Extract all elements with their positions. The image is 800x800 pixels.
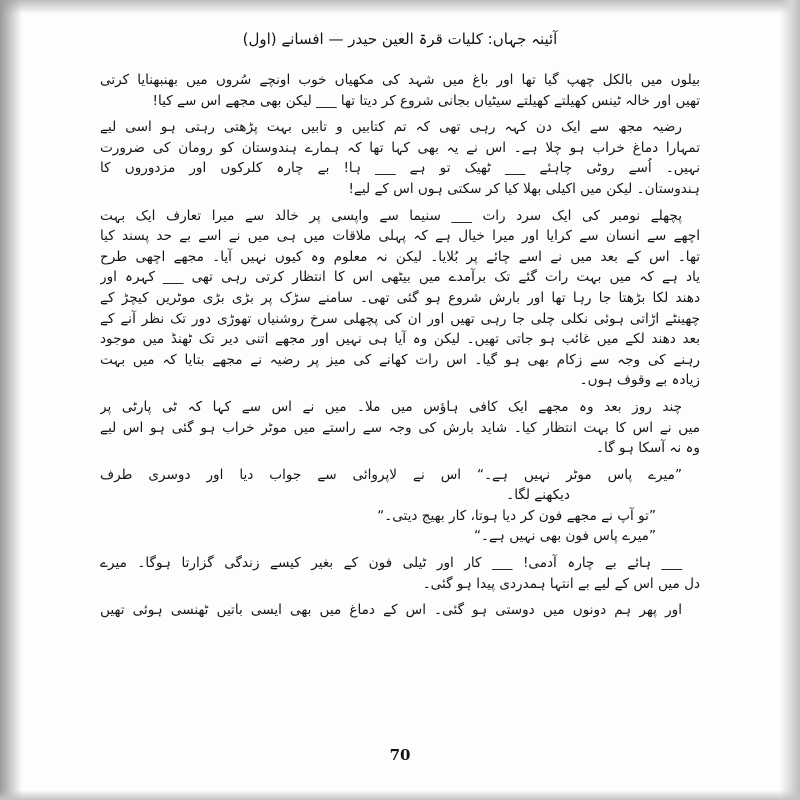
dialogue-line: ”میرے پاس فون بھی نہیں ہے۔“ (473, 528, 656, 545)
text-line: رضیہ مجھ سے ایک دن کہہ رہی تھی کہ تم کتابیں و تابیں بہت پڑھتی رہتی ہو اسی لیے (100, 119, 682, 136)
running-head: آئینہ جہاں: کلیات قرۃ العین حیدر — افسانے (اول) (242, 30, 558, 48)
text-line: پچھلے نومبر کی ایک سرد رات ___ سنیما سے واپسی پر خالد سے میرا تعارف ایک بہت (100, 207, 682, 224)
text-line: تھا۔ اس کے بعد میں نے اسے چائے پر بُلایا۔ لیکن نہ معلوم وہ کیوں نہیں آیا۔ مجھے اچھی طرح (100, 248, 700, 265)
text-line: زیادہ بے وقوف ہوں۔ (579, 372, 700, 389)
text-line: یاد ہے کہ میں بہت رات گئے تک برآمدے میں بیٹھی اس کا انتظار کرتی رہی تھی ___ کہرہ اور (100, 269, 700, 286)
text-line: وہ نہ آسکا ہو گا۔ (596, 440, 700, 457)
body-text (100, 70, 700, 621)
text-line: رہنے کی وجہ سے زکام بھی ہو گیا۔ اس رات کھانے کی میز پر رضیہ نے مجھے بتایا کہ میں بہت (100, 351, 700, 368)
text-line: اچھے سے انسان سے کرایا اور میرا خیال ہے کہ پہلی ملاقات میں ہی میں نے اسے بے حد پسند کیا (100, 228, 700, 245)
page-number: 70 (389, 746, 411, 764)
text-line: بیلوں میں بالکل چھپ گیا تھا اور باغ میں شہد کی مکھیاں خوب اونچے سُروں میں بھنبھنایا کرتی (100, 72, 700, 88)
text-line: نہیں۔ اُسے روٹی چاہئے ___ ٹھیک تو ہے ___ ہا! بے چارہ کلرکوں اور مزدوروں کا (100, 160, 700, 177)
page-edge (780, 0, 800, 800)
text-line: ___ ہائے بے چارہ آدمی! ___ کار اور ٹیلی فون کے بغیر کیسے زندگی گزارتا ہوگا۔ میرے (100, 555, 682, 572)
text-line: چند روز بعد وہ مجھے ایک کافی ہاؤس میں ملا۔ میں نے اس سے کہا کہ ٹی پارٹی پر (100, 398, 682, 415)
text-line: دھند لکا بڑھتا جا رہا تھا اور بارش شروع ہو گئی تھی۔ سامنے سڑک پر بڑی بڑی موٹریں کیچڑ کے (100, 289, 700, 306)
dialogue-line: ”تو آپ نے مجھے فون کر دیا ہوتا، کار بھیج دیتی۔“ (377, 507, 656, 524)
text-line: چھینٹے اڑاتی ہوئی نکلی چلی جا رہی تھیں اور ان کی پچھلی سرخ روشنیاں تھوڑی دور تک نظر آنے کے (100, 310, 700, 327)
scan-top-shadow (0, 0, 800, 14)
text-line: دیکھنے لگا۔ (506, 487, 570, 504)
scan-binding-shadow (0, 0, 22, 800)
dialogue-line: ”میرے پاس موٹر نہیں ہے۔“ اس نے لاپروائی سے جواب دیا اور دوسری طرف (100, 466, 682, 483)
text-line: دل میں اس کے لیے بے انتہا ہمدردی پیدا ہو گئی۔ (422, 575, 700, 592)
text-line: تھیں اور خالہ ٹینس کھیلتے کھیلتے سیٹیاں بجانی شروع کر دیتا تھا ___ لیکن بھی مجھے اس سے کیا! (152, 92, 700, 109)
text-line: اور پھر ہم دونوں میں دوستی ہو گئی۔ اس کے دماغ میں بھی ایسی باتیں ٹھنسی ہوئی تھیں (100, 602, 682, 619)
scan-bottom-shadow (0, 790, 800, 800)
text-line: بعد دھند لکے میں غائب ہو جاتی تھیں۔ لیکن وہ آیا ہی نہیں اور مجھے اتنی دیر تک ٹھنڈ میں موجود (100, 331, 700, 348)
text-line: تمہارا دماغ خراب ہو چلا ہے۔ اس نے یہ بھی کہا تھا کہ ہمارے ہندوستان کو رومان کی ضرورت (100, 139, 700, 156)
text-line: میں نے اس کا بہت انتظار کیا۔ شاید بارش کی وجہ سے راستے میں موٹر خراب ہو گئی ہو اس لیے (100, 419, 700, 436)
text-line: ہندوستان۔ لیکن میں اکیلی بھلا کیا کر سکتی ہوں اس کے لیے! (348, 180, 700, 197)
